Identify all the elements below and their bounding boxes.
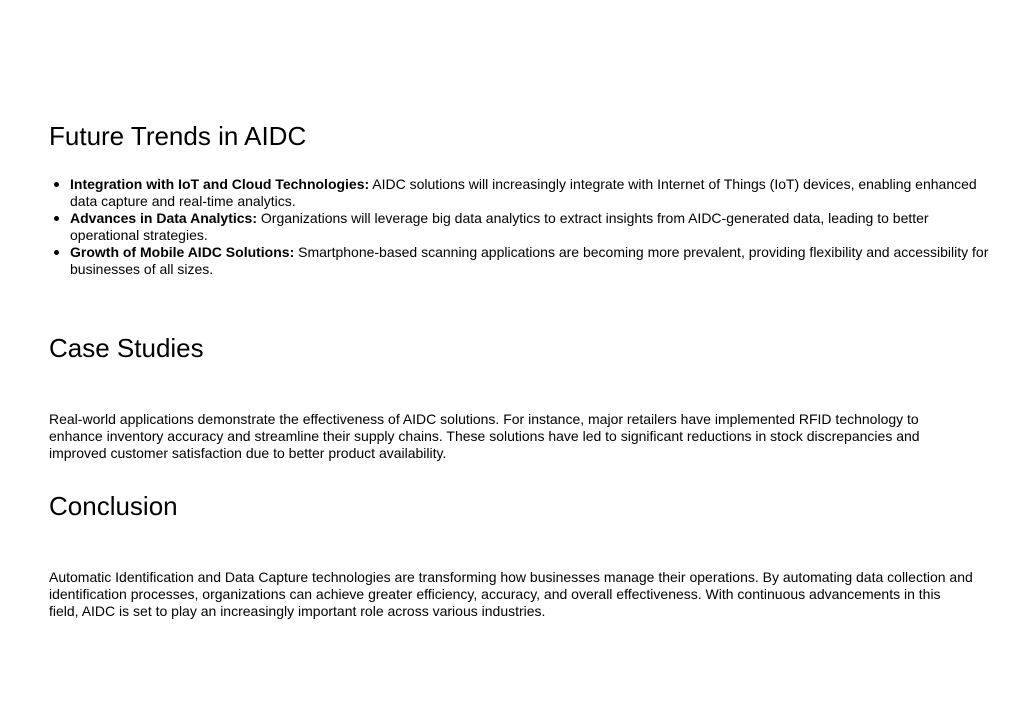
list-item-title: Integration with IoT and Cloud Technologies:	[70, 176, 370, 192]
list-item-text: AIDC solutions will increasingly integrate with Internet of Things (IoT) devices, enabling enhanced data capture and real-time analytics.	[70, 176, 977, 209]
list-item	[70, 176, 995, 210]
future-trends-list	[49, 176, 995, 278]
list-item-title: Advances in Data Analytics:	[70, 210, 257, 226]
bullet-icon	[54, 250, 59, 255]
section-heading-future-trends: Future Trends in AIDC	[49, 121, 307, 151]
case-studies-paragraph: Real-world applications demonstrate the effectiveness of AIDC solutions. For instance, major retailers have implemented RFID technology to enhance inventory accuracy and streamline their supply chains. These solutions have led to significant reductions in stock discrepancies and improved customer satisfaction due to better product availability.	[49, 411, 920, 461]
section-heading-case-studies: Case Studies	[49, 333, 204, 363]
bullet-icon	[54, 216, 59, 221]
list-item	[70, 244, 995, 278]
list-item-text: Organizations will leverage big data analytics to extract insights from AIDC-generated data, leading to better operational strategies.	[70, 210, 929, 243]
list-item-title: Growth of Mobile AIDC Solutions:	[70, 244, 295, 260]
list-item-text: Smartphone-based scanning applications are becoming more prevalent, providing flexibility and accessibility for businesses of all sizes.	[70, 244, 989, 277]
bullet-icon	[54, 182, 59, 187]
list-item	[70, 210, 995, 244]
conclusion-paragraph: Automatic Identification and Data Capture technologies are transforming how businesses manage their operations. By automating data collection and identification processes, organizations can achieve greater efficiency, accuracy, and overall effectiveness. With continuous advancements in this field, AIDC is set to play an increasingly important role across various industries.	[49, 569, 973, 619]
section-heading-conclusion: Conclusion	[49, 491, 178, 521]
